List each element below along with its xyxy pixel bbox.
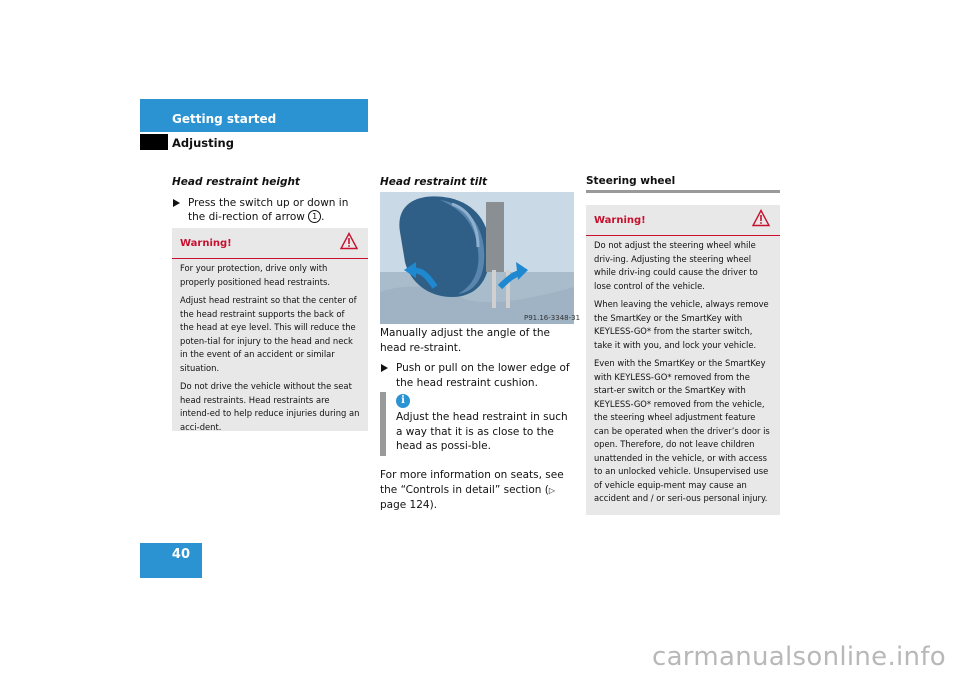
watermark: carmanualsonline.info <box>651 642 946 672</box>
column-head-restraint-tilt-heading <box>380 175 574 190</box>
more-info-text-start: For more information on seats, see the “Controls in detail” section ( <box>380 469 564 496</box>
page-reference: page 124). <box>380 499 438 511</box>
instruction-text-start: Press the switch up or down in the di-rection of arrow <box>188 196 349 223</box>
warning-body <box>586 236 780 515</box>
instruction-bullet <box>172 196 368 225</box>
warning-box-steering-wheel <box>586 205 780 515</box>
warning-header <box>172 228 368 259</box>
instruction-bullet <box>380 361 574 390</box>
warning-header <box>586 205 780 236</box>
heading-head-restraint-height: Head restraint height <box>172 176 300 188</box>
column-head-restraint-height <box>172 175 368 225</box>
instruction-text: Push or pull on the lower edge of the head restraint cushion. <box>396 362 570 389</box>
page-ref-arrow-icon: ▷ <box>548 485 556 495</box>
page-number: 40 <box>171 547 190 562</box>
section-title: Getting started <box>172 112 277 126</box>
warning-triangle-icon <box>340 232 358 250</box>
warning-paragraph: Adjust head restraint so that the center of the head restraint supports the back of the head at eye level. This will reduce the poten-tial for injury to the head and neck in the event of an accident or similar situation. <box>180 295 357 373</box>
tilt-description: Manually adjust the angle of the head re-straint. <box>380 327 550 354</box>
warning-paragraph: For your protection, drive only with properly positioned head restraints. <box>180 263 331 287</box>
info-icon: i <box>396 394 410 408</box>
warning-triangle-icon <box>752 209 770 227</box>
warning-paragraph: Do not drive the vehicle without the seat head restraints. Head restraints are intend-ed to help reduce injuries during an acci-dent. <box>180 381 360 432</box>
warning-box-head-restraint <box>172 228 368 431</box>
info-box <box>380 392 574 456</box>
heading-head-restraint-tilt: Head restraint tilt <box>380 176 487 188</box>
warning-label: Warning! <box>594 215 646 226</box>
heading-steering-wheel: Steering wheel <box>586 175 780 193</box>
warning-paragraph: Do not adjust the steering wheel while driv-ing. Adjusting the steering wheel while driv-ing could cause the driver to lose control of the vehicle. <box>594 240 758 291</box>
warning-body <box>172 259 368 443</box>
image-code: P91.16-3348-31 <box>524 314 581 322</box>
more-info-paragraph <box>380 468 580 513</box>
triangle-bullet-icon <box>173 199 180 207</box>
page-number-box <box>140 543 202 578</box>
head-restraint-illustration <box>380 192 581 324</box>
warning-paragraph: Even with the SmartKey or the SmartKey with KEYLESS-GO* removed from the start-er switch or the SmartKey with KEYLESS-GO* removed from the vehicle, the steering wheel adjustment feature can be operated when the driver’s door is open. Therefore, do not leave children unattended in the vehicle, or with access to an unlocked vehicle. Unsupervised use of vehicle equip-ment may cause an accident and / or seri-ous personal injury. <box>594 358 770 503</box>
column-head-restraint-tilt <box>380 326 574 390</box>
instruction-text-end: . <box>321 211 325 223</box>
subsection-title: Adjusting <box>172 136 234 150</box>
arrow-marker-1: 1 <box>308 210 321 223</box>
head-restraint-image <box>380 192 581 324</box>
info-bar <box>380 392 386 456</box>
subsection-marker <box>140 134 168 150</box>
info-text: Adjust the head restraint in such a way that it is as close to the head as possi-ble. <box>396 411 568 452</box>
warning-label: Warning! <box>180 238 232 249</box>
triangle-bullet-icon <box>381 364 388 372</box>
warning-paragraph: When leaving the vehicle, always remove the SmartKey or the SmartKey with KEYLESS-GO* from the starter switch, take it with you, and lock your vehicle. <box>594 299 769 350</box>
